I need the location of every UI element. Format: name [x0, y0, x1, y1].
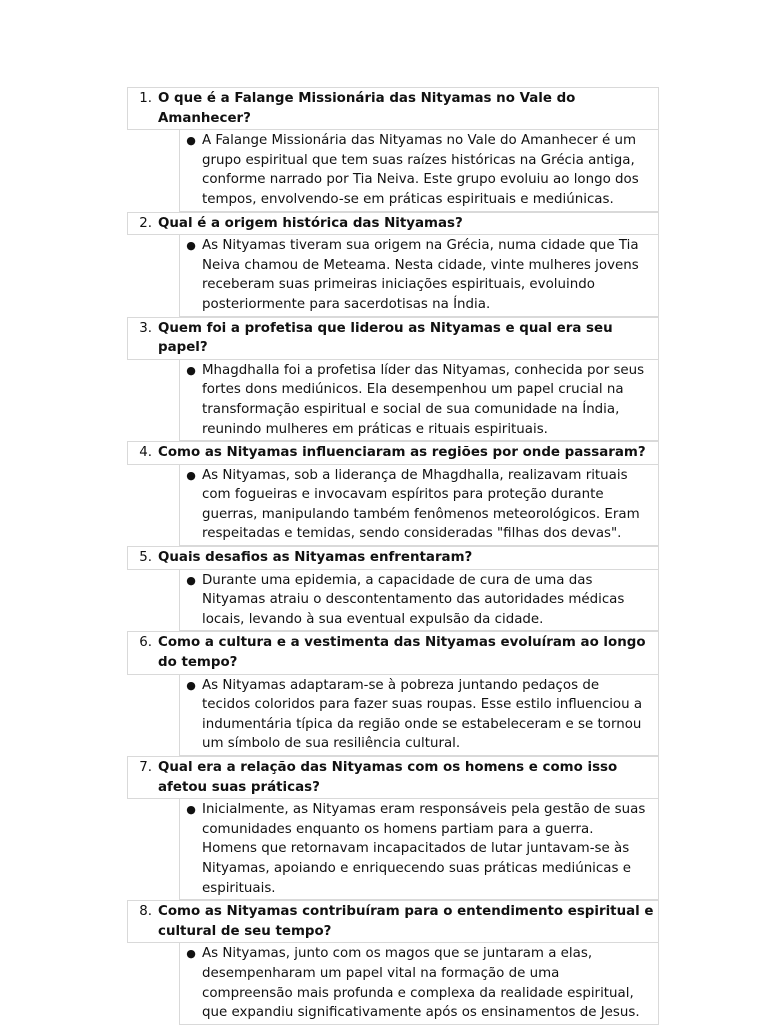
bullet-icon: ●: [186, 573, 196, 587]
bullet-icon: ●: [186, 239, 196, 253]
question-number: 4.: [139, 445, 152, 461]
question-number: 5.: [139, 550, 152, 566]
question-row: [127, 317, 659, 360]
answer-row: [179, 570, 659, 632]
question-text: Como a cultura e a vestimenta das Nityamas evoluíram ao longo do tempo?: [158, 635, 646, 671]
question-row: [127, 631, 659, 674]
answer-row: [179, 360, 659, 441]
answer-row: [179, 675, 659, 756]
bullet-icon: ●: [186, 803, 196, 817]
qa-item-3: [127, 317, 659, 442]
answer-text: Inicialmente, as Nityamas eram responsáveis pela gestão de suas comunidades enquanto os homens partiam para a guerra. Homens que retornavam incapacitados de lutar juntavam-se às Nityamas, apoiando e enriquecendo suas práticas mediúnicas e espirituais.: [202, 802, 646, 896]
answer-text: As Nityamas, sob a liderança de Mhagdhalla, realizavam rituais com fogueiras e invocavam espíritos para proteção durante guerras, manipulando também fenômenos meteorológicos. Eram respeitadas e temidas, sendo consideradas "filhas dos devas".: [202, 467, 640, 542]
question-number: 3.: [139, 320, 152, 336]
bullet-icon: ●: [186, 468, 196, 482]
question-text: Qual é a origem histórica das Nityamas?: [158, 215, 463, 231]
question-text: Qual era a relação das Nityamas com os homens e como isso afetou suas práticas?: [158, 760, 618, 795]
answer-text: Mhagdhalla foi a profetisa líder das Nityamas, conhecida por seus fortes dons mediúnicos. Ela desempenhou um papel crucial na transformação espiritual e social de sua comunidade na Índia, reunindo mulheres em práticas e rituais espirituais.: [202, 362, 645, 437]
question-row: [127, 756, 659, 799]
answer-text: As Nityamas tiveram sua origem na Grécia, numa cidade que Tia Neiva chamou de Meteama. Nesta cidade, vinte mulheres jovens receberam suas primeiras iniciações espirituais, evoluindo posteriormente para sacerdotisas na Índia.: [202, 238, 639, 312]
answer-row: [179, 130, 659, 211]
answer-row: [179, 943, 659, 1024]
question-text: O que é a Falange Missionária das Nityamas no Vale do Amanhecer?: [158, 91, 576, 126]
question-number: 1.: [139, 91, 152, 106]
bullet-icon: ●: [186, 134, 196, 148]
bullet-icon: ●: [186, 947, 196, 961]
question-row: [127, 546, 659, 570]
qa-item-1: [127, 87, 659, 212]
bullet-icon: ●: [186, 678, 196, 692]
bullet-icon: ●: [186, 363, 196, 377]
answer-text: As Nityamas adaptaram-se à pobreza juntando pedaços de tecidos coloridos para fazer suas roupas. Esse estilo influenciou a indumentária típica da região onde se estabeleceram e se tornou um símbolo de sua resiliência cultural.: [202, 677, 643, 752]
question-row: [127, 441, 659, 465]
qa-document: [127, 87, 659, 1025]
qa-item-2: [127, 212, 659, 317]
question-number: 2.: [139, 215, 152, 231]
question-number: 6.: [139, 635, 152, 651]
qa-item-8: [127, 900, 659, 1025]
question-text: Quem foi a profetisa que liderou as Nityamas e qual era seu papel?: [158, 320, 613, 356]
qa-item-5: [127, 546, 659, 631]
answer-row: [179, 465, 659, 546]
question-row: [127, 900, 659, 943]
qa-item-4: [127, 441, 659, 546]
answer-text: As Nityamas, junto com os magos que se juntaram a elas, desempenharam um papel vital na formação de uma compreensão mais profunda e complexa da realidade espiritual, que expandiu significativamente após os ensinamentos de Jesus.: [202, 946, 640, 1021]
question-number: 7.: [139, 760, 152, 775]
qa-item-6: [127, 631, 659, 756]
answer-row: [179, 235, 659, 316]
answer-text: A Falange Missionária das Nityamas no Vale do Amanhecer é um grupo espiritual que tem suas raízes históricas na Grécia antiga, conforme narrado por Tia Neiva. Este grupo evoluiu ao longo dos tempos, envolvendo-se em práticas espirituais e mediúnicas.: [202, 133, 639, 207]
question-row: [127, 87, 659, 130]
question-row: [127, 212, 659, 236]
answer-text: Durante uma epidemia, a capacidade de cura de uma das Nityamas atraiu o descontentamento das autoridades médicas locais, levando à sua eventual expulsão da cidade.: [202, 572, 625, 627]
answer-row: [179, 799, 659, 900]
question-text: Quais desafios as Nityamas enfrentaram?: [158, 550, 473, 566]
question-text: Como as Nityamas contribuíram para o entendimento espiritual e cultural de seu tempo?: [158, 904, 654, 939]
qa-item-7: [127, 756, 659, 900]
question-number: 8.: [139, 904, 152, 920]
question-text: Como as Nityamas influenciaram as regiões por onde passaram?: [158, 445, 646, 461]
